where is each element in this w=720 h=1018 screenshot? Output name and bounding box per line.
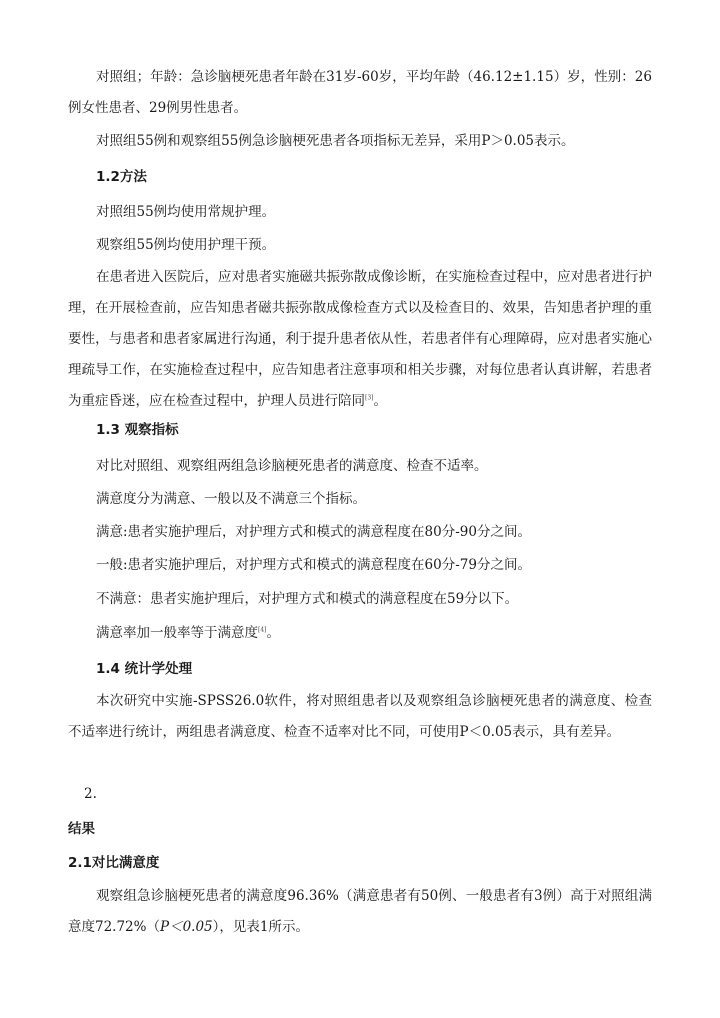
heading-results: 结果 [68,821,95,837]
paragraph-satisfaction-formula [68,618,652,649]
paragraph-satisfaction-levels: 满意度分为满意、一般以及不满意三个指标。 [96,491,366,507]
paragraph-statistics-method: 本次研究中实施-SPSS26.0软件，将对照组患者以及观察组急诊脑梗死患者的满意度、检查不适率进行统计，两组患者满意度、检查不适率对比不同，可使用P＜0.05表示，具有差异。 [68,693,652,740]
paragraph-nursing-procedure-end: 。 [373,393,387,409]
paragraph-control-routine-care: 对照组55例均使用常规护理。 [96,204,276,220]
paragraph-satisfaction-formula-end: 。 [266,625,280,641]
section-number-2: 2. [84,786,97,802]
paragraph-no-difference: 对照组55例和观察组55例急诊脑梗死患者各项指标无差异，采用P＞0.05表示。 [96,133,575,149]
paragraph-satisfied-definition: 满意:患者实施护理后，对护理方式和模式的满意程度在80分-90分之间。 [96,524,531,540]
paragraph-unsatisfied-definition: 不满意：患者实施护理后，对护理方式和模式的满意程度在59分以下。 [96,591,519,607]
citation-ref-3: [3] [365,394,374,402]
heading-observation-indicators: 1.3 观察指标 [96,422,179,438]
heading-statistics: 1.4 统计学处理 [96,661,193,677]
paragraph-observation-intervention: 观察组55例均使用护理干预。 [96,237,276,253]
p-value-italic: P＜0.05 [159,919,213,935]
paragraph-compare-groups: 对比对照组、观察组两组急诊脑梗死患者的满意度、检查不适率。 [96,458,488,474]
paragraph-satisfaction-result [68,881,652,943]
heading-compare-satisfaction: 2.1对比满意度 [68,855,160,871]
citation-ref-4: [4] [258,626,267,634]
paragraph-control-group-age: 对照组；年龄：急诊脑梗死患者年龄在31岁-60岁，平均年龄（46.12±1.15）岁，性别：26例女性患者、29例男性患者。 [68,69,652,116]
paragraph-nursing-procedure-text: 在患者进入医院后，应对患者实施磁共振弥散成像诊断，在实施检查过程中，应对患者进行护理，在开展检查前，应告知患者磁共振弥散成像检查方式以及检查目的、效果，告知患者护理的重要性，与患者和患者家属进行沟通，利于提升患者依从性，若患者伴有心理障碍，应对患者实施心理疏导工作，在实施检查过程中，应告知患者注意事项和相关步骤，对每位患者认真讲解，若患者为重症昏迷，应在检查过程中，护理人员进行陪同 [68,269,652,409]
paragraph-satisfaction-result-text: 观察组急诊脑梗死患者的满意度96.36%（满意患者有50例、一般患者有3例）高于对照组满意度72.72%（ [68,888,652,935]
heading-methods: 1.2方法 [96,169,147,185]
paragraph-nursing-procedure [68,262,652,417]
paragraph-satisfaction-result-end: ），见表1所示。 [212,919,309,935]
paragraph-general-definition: 一般:患者实施护理后，对护理方式和模式的满意程度在60分-79分之间。 [96,557,531,573]
paragraph-satisfaction-formula-text: 满意率加一般率等于满意度 [96,625,258,641]
